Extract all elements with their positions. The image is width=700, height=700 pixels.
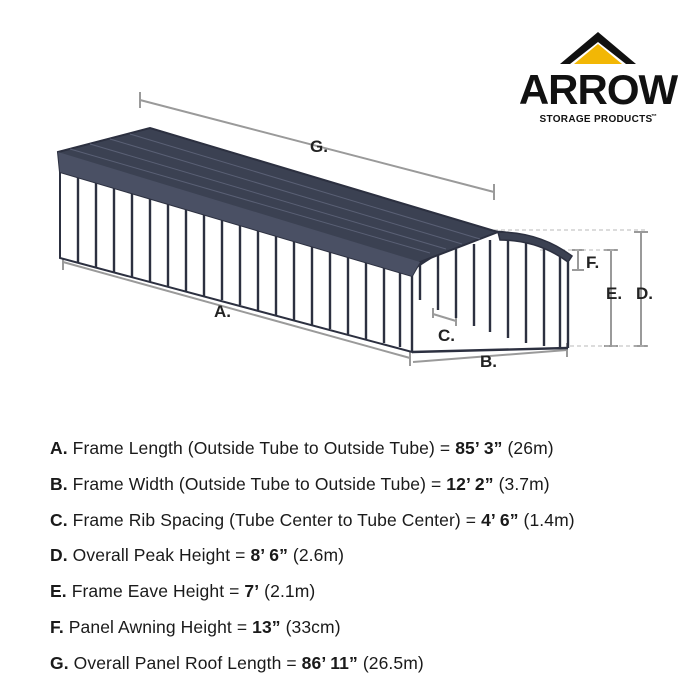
dimension-label-f: F.: [586, 253, 600, 272]
brand-name: ARROW: [518, 66, 678, 113]
dimension-label-a: A.: [214, 302, 231, 321]
spec-item-d: D. Overall Peak Height = 8’ 6” (2.6m): [50, 545, 345, 566]
spec-item-e: E. Frame Eave Height = 7’ (2.1m): [50, 581, 316, 602]
spec-item-g: G. Overall Panel Roof Length = 86’ 11” (26.5m): [50, 652, 424, 673]
spec-item-f: F. Panel Awning Height = 13” (33cm): [50, 616, 341, 637]
trademark-symbol: ™: [651, 114, 658, 120]
spec-item-b: B. Frame Width (Outside Tube to Outside Tube) = 12’ 2” (3.7m): [50, 473, 550, 494]
dimension-label-d: D.: [636, 284, 653, 303]
dimension-label-b: B.: [480, 352, 497, 371]
arrow-logo: [518, 22, 678, 132]
dimension-label-g: G.: [310, 137, 328, 156]
house-roof-icon: [560, 32, 636, 64]
specification-list: [50, 437, 575, 688]
spec-item-a: A. Frame Length (Outside Tube to Outside Tube) = 85’ 3” (26m): [50, 438, 554, 458]
spec-item-c: C. Frame Rib Spacing (Tube Center to Tube Center) = 4’ 6” (1.4m): [50, 509, 575, 530]
brand-tagline: STORAGE PRODUCTS: [539, 114, 653, 125]
dimension-label-e: E.: [606, 284, 623, 303]
extension-lines: [494, 230, 648, 346]
dimension-label-c: C.: [438, 326, 455, 345]
